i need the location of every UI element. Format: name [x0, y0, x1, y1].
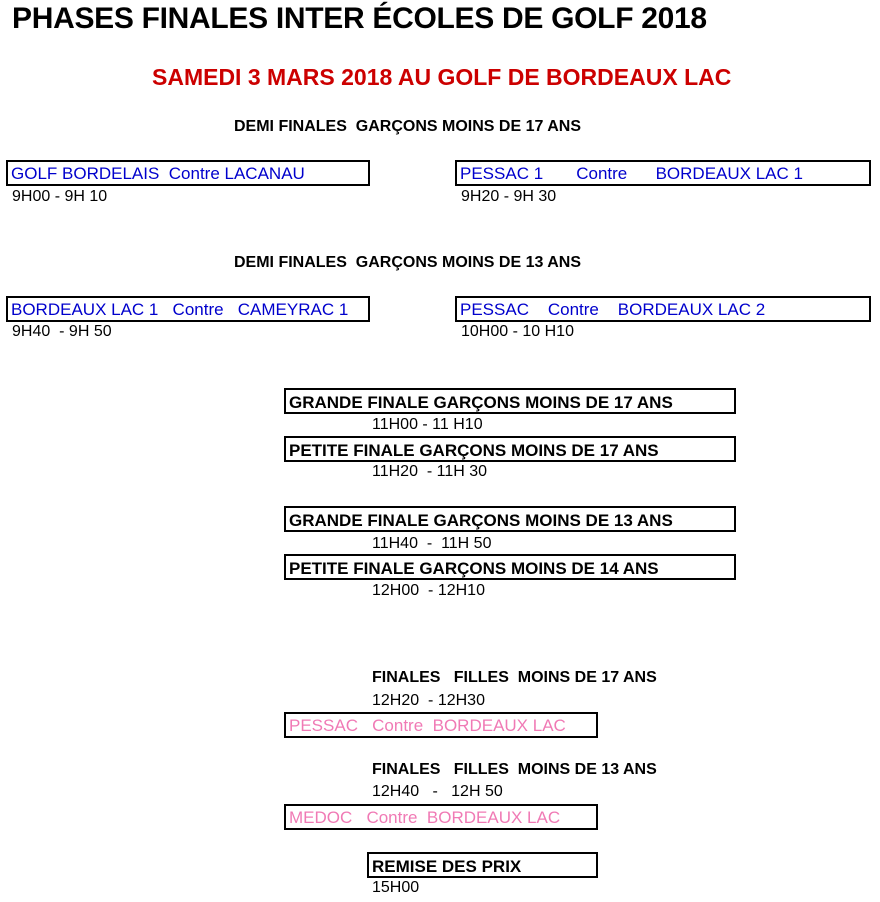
grande-finale-13: GRANDE FINALE GARÇONS MOINS DE 13 ANS — [284, 506, 736, 532]
semi13-time2: 10H00 - 10 H10 — [461, 323, 574, 340]
page-title: PHASES FINALES INTER ÉCOLES DE GOLF 2018 — [12, 2, 707, 35]
semi17-time2: 9H20 - 9H 30 — [461, 188, 557, 205]
grande-finale-17: GRANDE FINALE GARÇONS MOINS DE 17 ANS — [284, 388, 736, 414]
girls17-match: PESSAC Contre BORDEAUX LAC — [284, 712, 598, 738]
semi13-match1: BORDEAUX LAC 1 Contre CAMEYRAC 1 — [6, 296, 370, 322]
girls13-heading: FINALES FILLES MOINS DE 13 ANS — [372, 761, 657, 778]
girls13-match: MEDOC Contre BORDEAUX LAC — [284, 804, 598, 830]
semi13-match2: PESSAC Contre BORDEAUX LAC 2 — [455, 296, 871, 322]
petite-finale-17: PETITE FINALE GARÇONS MOINS DE 17 ANS — [284, 436, 736, 462]
petite-finale-17-time: 11H20 - 11H 30 — [372, 463, 488, 480]
prize-ceremony: REMISE DES PRIX — [367, 852, 598, 878]
semi17-match1: GOLF BORDELAIS Contre LACANAU — [6, 160, 370, 186]
prize-ceremony-time: 15H00 — [372, 879, 420, 896]
petite-finale-14: PETITE FINALE GARÇONS MOINS DE 14 ANS — [284, 554, 736, 580]
petite-finale-14-time: 12H00 - 12H10 — [372, 582, 485, 599]
grande-finale-13-time: 11H40 - 11H 50 — [372, 535, 492, 552]
grande-finale-17-time: 11H00 - 11 H10 — [372, 416, 483, 433]
semi13-time1: 9H40 - 9H 50 — [12, 323, 112, 340]
semi17-time1: 9H00 - 9H 10 — [12, 188, 108, 205]
girls17-heading: FINALES FILLES MOINS DE 17 ANS — [372, 669, 657, 686]
semi13-heading: DEMI FINALES GARÇONS MOINS DE 13 ANS — [234, 254, 581, 271]
semi17-match2: PESSAC 1 Contre BORDEAUX LAC 1 — [455, 160, 871, 186]
girls17-time: 12H20 - 12H30 — [372, 692, 485, 709]
girls13-time: 12H40 - 12H 50 — [372, 783, 503, 800]
event-date-location: SAMEDI 3 MARS 2018 AU GOLF DE BORDEAUX LAC — [152, 64, 732, 90]
semi17-heading: DEMI FINALES GARÇONS MOINS DE 17 ANS — [234, 118, 581, 135]
